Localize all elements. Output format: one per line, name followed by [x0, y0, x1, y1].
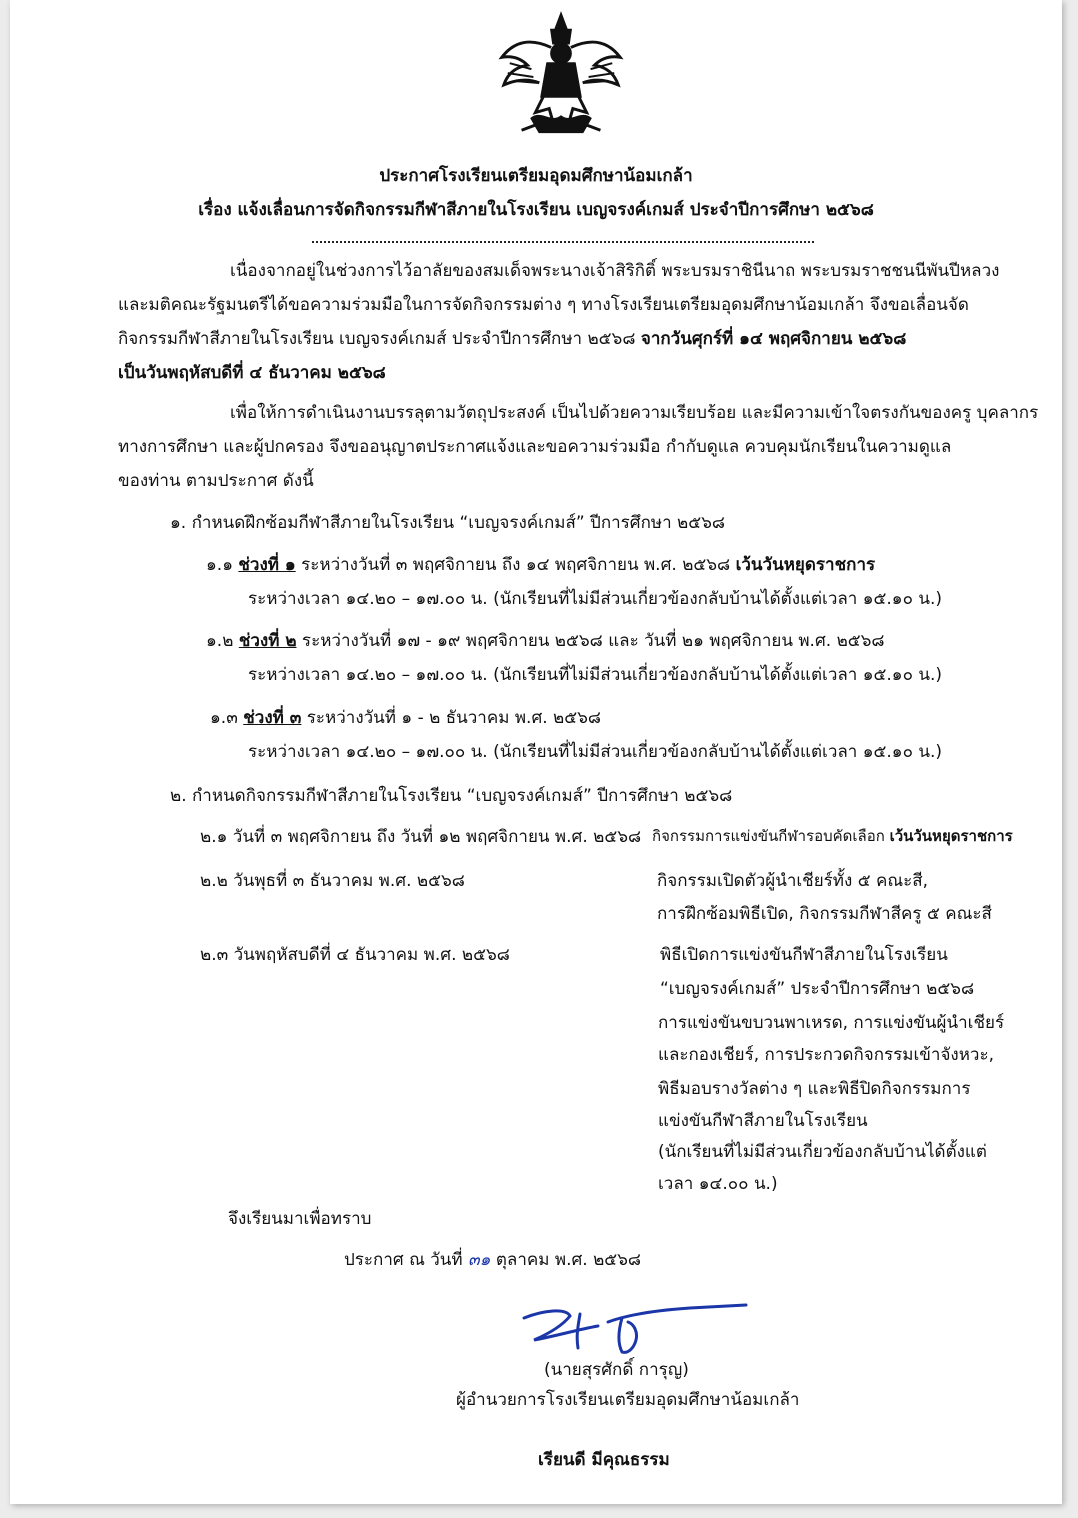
paragraph-1-line-3: กิจกรรมกีฬาสีภายในโรงเรียน เบญจรงค์เกมส์ ประจำปีการศึกษา ๒๕๖๘ จากวันศุกร์ที่ ๑๔ พฤศจิกายน ๒๕๖๘: [118, 329, 907, 349]
schedule-activity: (นักเรียนที่ไม่มีส่วนเกี่ยวข้องกลับบ้านได้ตั้งแต่: [658, 1142, 987, 1162]
list-item-time: ระหว่างเวลา ๑๔.๒๐ – ๑๗.๐๐ น. (นักเรียนที่ไม่มีส่วนเกี่ยวข้องกลับบ้านได้ตั้งแต่เวลา ๑๕.๑๐ น.): [248, 665, 943, 685]
announcement-page: [10, 0, 1062, 1504]
dotted-divider: [312, 241, 814, 243]
schedule-date: ๒.๑ วันที่ ๓ พฤศจิกายน ถึง วันที่ ๑๒ พฤศจิกายน พ.ศ. ๒๕๖๘: [200, 827, 642, 847]
announcement-date: ประกาศ ณ วันที่ ๓๑ ตุลาคม พ.ศ. ๒๕๖๘: [344, 1250, 642, 1270]
section-1-heading: ๑. กำหนดฝึกซ้อมกีฬาสีภายในโรงเรียน “เบญจรงค์เกมส์” ปีการศึกษา ๒๕๖๘: [170, 513, 726, 533]
schedule-activity: กิจกรรมเปิดตัวผู้นำเชียร์ทั้ง ๕ คณะสี,: [657, 871, 929, 891]
list-item: ๑.๑ ช่วงที่ ๑ ระหว่างวันที่ ๓ พฤศจิกายน ถึง ๑๔ พฤศจิกายน พ.ศ. ๒๕๖๘ เว้นวันหยุดราชการ: [206, 555, 876, 575]
schedule-activity: กิจกรรมการแข่งขันกีฬารอบคัดเลือก เว้นวันหยุดราชการ: [652, 827, 1013, 845]
schedule-activity: เวลา ๑๔.๐๐ น.): [658, 1174, 778, 1194]
section-2-heading: ๒. กำหนดกิจกรรมกีฬาสีภายในโรงเรียน “เบญจรงค์เกมส์” ปีการศึกษา ๒๕๖๘: [170, 786, 733, 806]
handwritten-day: ๓๑: [468, 1250, 491, 1270]
postponed-to-date: เป็นวันพฤหัสบดีที่ ๔ ธันวาคม ๒๕๖๘: [118, 363, 386, 383]
schedule-activity: พิธีเปิดการแข่งขันกีฬาสีภายในโรงเรียน: [660, 945, 948, 965]
signer-name: (นายสุรศักดิ์ การุญ): [544, 1360, 689, 1380]
signature-icon: [510, 1296, 750, 1356]
list-item-time: ระหว่างเวลา ๑๔.๒๐ – ๑๗.๐๐ น. (นักเรียนที่ไม่มีส่วนเกี่ยวข้องกลับบ้านได้ตั้งแต่เวลา ๑๕.๑๐ น.): [248, 742, 943, 762]
schedule-activity: แข่งขันกีฬาสีภายในโรงเรียน: [658, 1111, 868, 1131]
school-motto: เรียนดี มีคุณธรรม: [538, 1450, 670, 1470]
list-item-time: ระหว่างเวลา ๑๔.๒๐ – ๑๗.๐๐ น. (นักเรียนที่ไม่มีส่วนเกี่ยวข้องกลับบ้านได้ตั้งแต่เวลา ๑๕.๑๐ น.): [248, 589, 943, 609]
schedule-date: ๒.๒ วันพุธที่ ๓ ธันวาคม พ.ศ. ๒๕๖๘: [200, 871, 465, 891]
document-title: ประกาศโรงเรียนเตรียมอุดมศึกษาน้อมเกล้า: [379, 166, 693, 186]
list-item: ๑.๓ ช่วงที่ ๓ ระหว่างวันที่ ๑ - ๒ ธันวาคม พ.ศ. ๒๕๖๘: [210, 708, 602, 728]
postponed-from-date: จากวันศุกร์ที่ ๑๔ พฤศจิกายน ๒๕๖๘: [640, 329, 907, 349]
schedule-activity: การฝึกซ้อมพิธีเปิด, กิจกรรมกีฬาสีครู ๕ คณะสี: [657, 904, 992, 924]
closing-text: จึงเรียนมาเพื่อทราบ: [228, 1209, 372, 1229]
signer-title: ผู้อำนวยการโรงเรียนเตรียมอุดมศึกษาน้อมเกล้า: [456, 1390, 800, 1410]
list-item: ๑.๒ ช่วงที่ ๒ ระหว่างวันที่ ๑๗ - ๑๙ พฤศจิกายน ๒๕๖๘ และ วันที่ ๒๑ พฤศจิกายน พ.ศ. ๒๕๖๘: [206, 631, 885, 651]
document-subject: เรื่อง แจ้งเลื่อนการจัดกิจกรรมกีฬาสีภายในโรงเรียน เบญจรงค์เกมส์ ประจำปีการศึกษา ๒๕๖๘: [198, 200, 874, 220]
paragraph-1-line-1: เนื่องจากอยู่ในช่วงการไว้อาลัยของสมเด็จพระนางเจ้าสิริกิติ์ พระบรมราชินีนาถ พระบรมราชชนนีพันปีหลวง: [230, 261, 1000, 281]
schedule-activity: การแข่งขันขบวนพาเหรด, การแข่งขันผู้นำเชียร์: [658, 1013, 1005, 1033]
schedule-date: ๒.๓ วันพฤหัสบดีที่ ๔ ธันวาคม พ.ศ. ๒๕๖๘: [200, 945, 510, 965]
paragraph-2-line-3: ของท่าน ตามประกาศ ดังนี้: [118, 471, 314, 491]
paragraph-1-line-2: และมติคณะรัฐมนตรีได้ขอความร่วมมือในการจัดกิจกรรมต่าง ๆ ทางโรงเรียนเตรียมอุดมศึกษาน้อมเกล้า จึงขอเลื่อนจัด: [118, 295, 969, 315]
schedule-activity: พิธีมอบรางวัลต่าง ๆ และพิธีปิดกิจกรรมการ: [658, 1079, 971, 1099]
schedule-activity: “เบญจรงค์เกมส์” ประจำปีการศึกษา ๒๕๖๘: [660, 979, 975, 999]
garuda-emblem-icon: [492, 8, 630, 146]
paragraph-2-line-1: เพื่อให้การดำเนินงานบรรลุตามวัตถุประสงค์ เป็นไปด้วยความเรียบร้อย และมีความเข้าใจตรงกันของครู บุคลากร: [230, 403, 1039, 423]
paragraph-2-line-2: ทางการศึกษา และผู้ปกครอง จึงขออนุญาตประกาศแจ้งและขอความร่วมมือ กำกับดูแล ควบคุมนักเรียนในความดูแล: [118, 437, 952, 457]
schedule-activity: และกองเชียร์, การประกวดกิจกรรมเข้าจังหวะ,: [658, 1045, 994, 1065]
